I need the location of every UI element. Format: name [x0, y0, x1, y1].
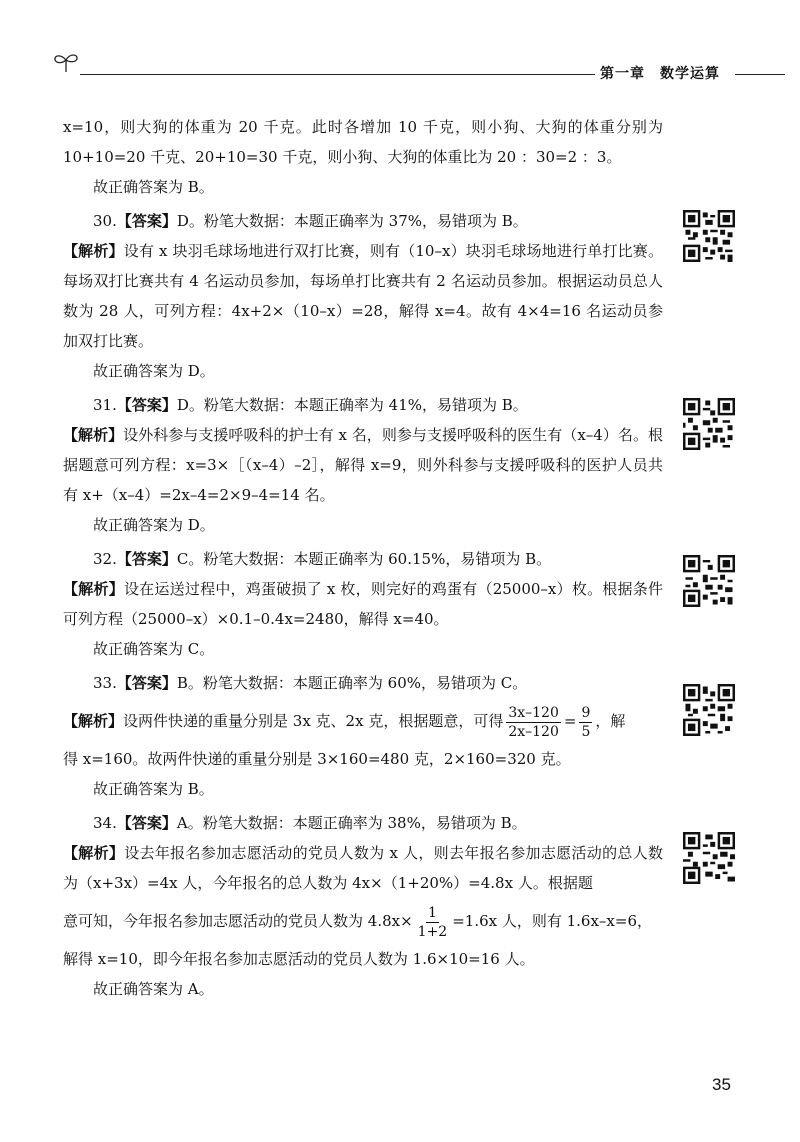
- q34-analysis-text-c: =1.6x 人，则有 1.6x–x=6，: [452, 912, 653, 930]
- q30-answer: [63, 206, 663, 236]
- header-rule-left: [80, 74, 595, 75]
- analysis-label: 【解析】: [63, 712, 124, 730]
- question-number: 30.: [93, 212, 117, 230]
- q33-answer: [63, 668, 663, 698]
- analysis-label: 【解析】: [63, 242, 124, 260]
- answer-line-29: 故正确答案为 B。: [93, 178, 214, 196]
- fraction-denominator: 5: [581, 723, 591, 740]
- analysis-label: 【解析】: [63, 426, 124, 444]
- q33-fraction-left: [506, 704, 561, 741]
- analysis-label: 【解析】: [63, 844, 125, 862]
- chapter-title: 第一章 数学运算: [600, 66, 720, 82]
- q31-analysis-text: 设外科参与支援呼吸科的护士有 x 名，则参与支援呼吸科的医生有（x–4）名。根据题意可列方程：x=3×［（x–4）–2］，解得 x=9，则外科参与支援呼吸科的医护人员共有 x+（x–4）=2x–4=2×9–4=14 名。: [63, 426, 663, 504]
- q33-analysis-text: 设两件快递的重量分别是 3x 克、2x 克，根据题意，可得: [123, 712, 504, 730]
- fraction-denominator: 1+2: [417, 923, 448, 940]
- page-number: 35: [712, 1075, 731, 1094]
- qr-code-icon[interactable]: [683, 555, 735, 607]
- q32-answer-text: C。粉笔大数据：本题正确率为 60.15%，易错项为 B。: [176, 550, 552, 568]
- q31-answer: [63, 390, 663, 420]
- fraction-numerator: 3x–120: [508, 704, 559, 721]
- q32-analysis-text: 设在运送过程中，鸡蛋破损了 x 枚，则完好的鸡蛋有（25000–x）枚。根据条件可列方程（25000–x）×0.1–0.4x=2480，解得 x=40。: [63, 580, 663, 628]
- q32-answer: [63, 544, 663, 574]
- qr-code-icon[interactable]: [683, 398, 735, 450]
- q32-conclusion: 故正确答案为 C。: [93, 640, 215, 658]
- answer-label: 【答案】: [116, 396, 177, 414]
- page-header: [0, 0, 800, 90]
- q34-analysis: [63, 838, 663, 898]
- answer-label: 【答案】: [116, 550, 177, 568]
- q33-analysis-cont: 得 x=160。故两件快递的重量分别是 3×160=480 克，2×160=320 克。: [63, 750, 571, 768]
- leaf-logo-icon: [52, 50, 80, 74]
- question-number: 33.: [93, 674, 117, 692]
- q34-analysis-cont: [63, 898, 663, 944]
- q34-analysis-end: 解得 x=10，即今年报名参加志愿活动的党员人数为 1.6×10=16 人。: [63, 950, 535, 968]
- q30-conclusion: 故正确答案为 D。: [93, 362, 215, 380]
- fraction-numerator: 1: [427, 904, 437, 921]
- q34-conclusion: 故正确答案为 A。: [93, 980, 214, 998]
- q34-answer-text: A。粉笔大数据：本题正确率为 38%，易错项为 B。: [176, 814, 527, 832]
- qr-code-icon[interactable]: [683, 210, 735, 262]
- analysis-label: 【解析】: [63, 580, 124, 598]
- question-number: 34.: [93, 814, 117, 832]
- q30-answer-text: D。粉笔大数据：本题正确率为 37%，易错项为 B。: [176, 212, 528, 230]
- q33-answer-text: B。粉笔大数据：本题正确率为 60%，易错项为 C。: [176, 674, 528, 692]
- q30-analysis-text: 设有 x 块羽毛球场地进行双打比赛，则有（10–x）块羽毛球场地进行单打比赛。每场双打比赛共有 4 名运动员参加，每场单打比赛共有 2 名运动员参加。根据运动员总人数为 28 人，可列方程：4x+2×（10–x）=28，解得 x=4。故有 4×4=16 名运动员参加双打比赛。: [63, 242, 663, 350]
- fraction-numerator: 9: [581, 704, 591, 721]
- q33-conclusion: 故正确答案为 B。: [93, 780, 214, 798]
- q34-analysis-text: 设去年报名参加志愿活动的党员人数为 x 人，则去年报名参加志愿活动的总人数为（x+3x）=4x 人，今年报名的总人数为 4x×（1+20%）=4.8x 人。根据题: [63, 844, 663, 892]
- q34-fraction: [416, 904, 450, 941]
- answer-label: 【答案】: [116, 674, 177, 692]
- page-body: [63, 112, 663, 1004]
- fraction-denominator: 2x–120: [508, 723, 559, 740]
- question-number: 31.: [93, 396, 117, 414]
- q33-fraction-right: [579, 704, 592, 741]
- q31-conclusion: 故正确答案为 D。: [93, 516, 215, 534]
- q30-analysis: [63, 236, 663, 356]
- q34-answer: [63, 808, 663, 838]
- paragraph-continued: x=10，则大狗的体重为 20 千克。此时各增加 10 千克，则小狗、大狗的体重分别为 10+10=20 千克、20+10=30 千克，则小狗、大狗的体重比为 20 ：30=2 ：3。: [63, 118, 663, 166]
- question-number: 32.: [93, 550, 117, 568]
- q31-answer-text: D。粉笔大数据：本题正确率为 41%，易错项为 B。: [176, 396, 528, 414]
- q33-analysis-tail: ，解: [595, 712, 626, 730]
- header-rule-right: [735, 74, 785, 75]
- q33-analysis: [63, 698, 663, 744]
- q31-analysis: [63, 420, 663, 510]
- q32-analysis: [63, 574, 663, 634]
- answer-label: 【答案】: [116, 212, 177, 230]
- qr-code-icon[interactable]: [683, 684, 735, 736]
- qr-code-icon[interactable]: [683, 832, 735, 884]
- equals-sign: =: [563, 712, 577, 730]
- q34-analysis-text-b: 意可知，今年报名参加志愿活动的党员人数为 4.8x×: [63, 912, 413, 930]
- answer-label: 【答案】: [116, 814, 177, 832]
